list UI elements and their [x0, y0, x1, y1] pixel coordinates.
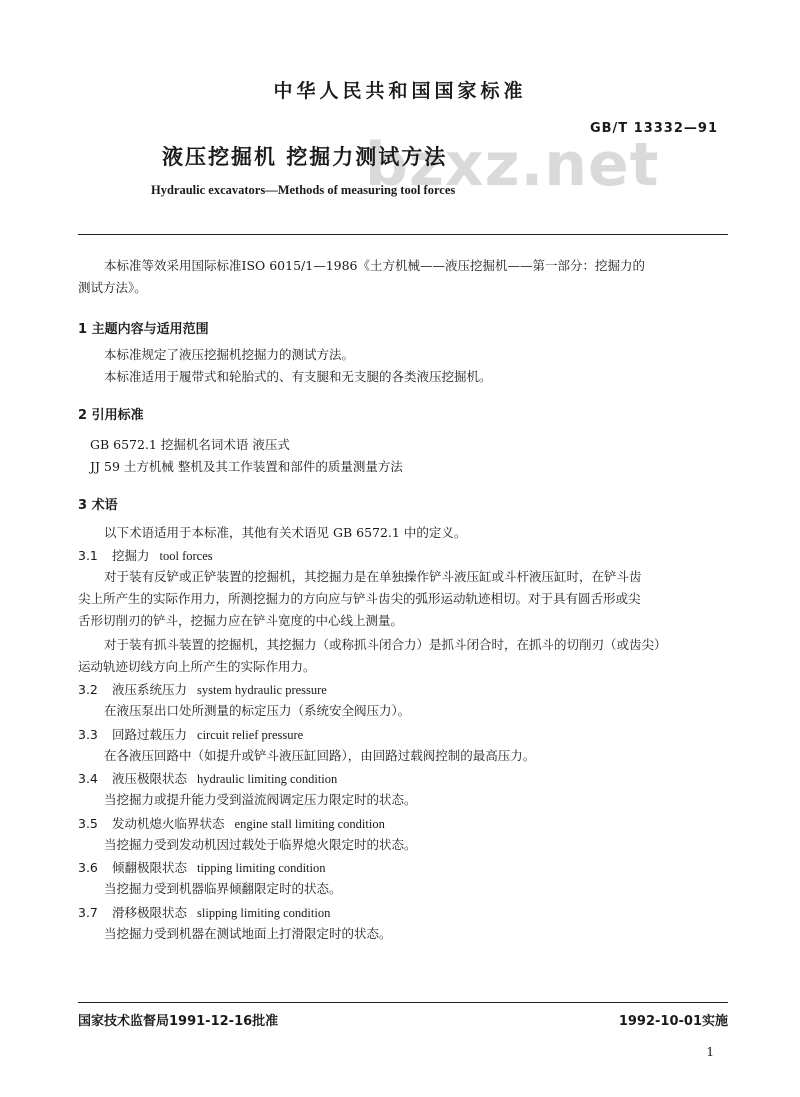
term-cn: 滑移极限状态 [112, 905, 188, 920]
section-1-line-2: 本标准适用于履带式和轮胎式的、有支腿和无支腿的各类液压挖掘机。 [104, 369, 492, 384]
term-en: slipping limiting condition [197, 906, 331, 920]
term-cn: 回路过载压力 [112, 727, 188, 742]
term-3-2-heading [78, 680, 327, 698]
issued-date: 国家技术监督局1991-12-16批准 [78, 1014, 279, 1029]
term-en: tool forces [159, 549, 213, 563]
term-3-5-heading [78, 814, 385, 832]
term-3-6-desc: 当挖掘力受到机器临界倾翻限定时的状态。 [104, 881, 342, 896]
document-subtitle-en: Hydraulic excavators—Methods of measuring tool forces [151, 183, 456, 197]
page-number: 1 [706, 1045, 714, 1059]
term-3-3-desc: 在各液压回路中（如提升或铲斗液压缸回路），由回路过载阀控制的最高压力。 [104, 748, 536, 763]
term-3-6-heading [78, 858, 326, 876]
term-cn: 倾翻极限状态 [112, 860, 188, 875]
section-2-ref-2: JJ 59 土方机械 整机及其工作装置和部件的质量测量方法 [90, 459, 403, 474]
national-standard-heading: 中华人民共和国国家标准 [273, 80, 527, 102]
document-title: 液压挖掘机 挖掘力测试方法 [162, 145, 448, 169]
term-number: 3.1 [78, 548, 98, 563]
term-3-3-heading [78, 725, 303, 743]
term-3-5-desc: 当挖掘力受到发动机因过载处于临界熄火限定时的状态。 [104, 837, 417, 852]
term-cn: 液压极限状态 [112, 771, 188, 786]
header-divider [78, 234, 728, 235]
term-3-1-line-1: 对于装有反铲或正铲装置的挖掘机，其挖掘力是在单独操作铲斗液压缸或斗杆液压缸时，在铲斗齿 [104, 569, 642, 584]
section-1-line-1: 本标准规定了液压挖掘机挖掘力的测试方法。 [104, 347, 355, 362]
watermark: bzxz.net [365, 130, 660, 200]
term-3-1-line-5: 运动轨迹切线方向上所产生的实际作用力。 [78, 659, 316, 674]
term-3-1-line-3: 舌形切削刃的铲斗，挖掘力应在铲斗宽度的中心线上测量。 [78, 613, 404, 628]
term-number: 3.6 [78, 860, 98, 875]
term-3-2-desc: 在液压泵出口处所测量的标定压力（系统安全阀压力）。 [104, 703, 411, 718]
section-3-title: 3 术语 [78, 498, 118, 513]
term-cn: 发动机熄火临界状态 [112, 816, 225, 831]
term-number: 3.2 [78, 682, 98, 697]
section-3-intro: 以下术语适用于本标准，其他有关术语见 GB 6572.1 中的定义。 [104, 525, 467, 540]
term-en: circuit relief pressure [197, 728, 304, 742]
footer-divider [78, 1002, 728, 1003]
section-2-title: 2 引用标准 [78, 408, 144, 423]
term-3-7-desc: 当挖掘力受到机器在测试地面上打滑限定时的状态。 [104, 926, 392, 941]
term-3-4-heading [78, 769, 337, 787]
effective-date: 1992-10-01实施 [618, 1014, 728, 1029]
term-number: 3.5 [78, 816, 98, 831]
term-3-1-line-4: 对于装有抓斗装置的挖掘机，其挖掘力（或称抓斗闭合力）是抓斗闭合时，在抓斗的切削刃（或齿尖） [104, 637, 667, 652]
term-number: 3.7 [78, 905, 98, 920]
term-3-7-heading [78, 903, 330, 921]
term-3-1-heading [78, 546, 213, 564]
term-cn: 液压系统压力 [112, 682, 188, 697]
term-3-1-line-2: 尖上所产生的实际作用力，所测挖掘力的方向应与铲斗齿尖的弧形运动轨迹相切。对于具有圆舌形或尖 [78, 591, 641, 606]
term-en: engine stall limiting condition [234, 817, 385, 831]
intro-line-2: 测试方法》。 [78, 280, 147, 295]
term-en: system hydraulic pressure [197, 683, 327, 697]
section-2-ref-1: GB 6572.1 挖掘机名词术语 液压式 [90, 437, 290, 452]
term-en: tipping limiting condition [197, 861, 326, 875]
standard-number: GB/T 13332—91 [589, 121, 718, 136]
term-number: 3.4 [78, 771, 98, 786]
section-1-title: 1 主题内容与适用范围 [78, 322, 209, 337]
term-en: hydraulic limiting condition [197, 772, 338, 786]
term-number: 3.3 [78, 727, 98, 742]
intro-line-1: 本标准等效采用国际标准ISO 6015/1—1986《土方机械——液压挖掘机——第一部分：挖掘力的 [104, 258, 646, 273]
term-3-4-desc: 当挖掘力或提升能力受到溢流阀调定压力限定时的状态。 [104, 792, 417, 807]
term-cn: 挖掘力 [112, 548, 150, 563]
